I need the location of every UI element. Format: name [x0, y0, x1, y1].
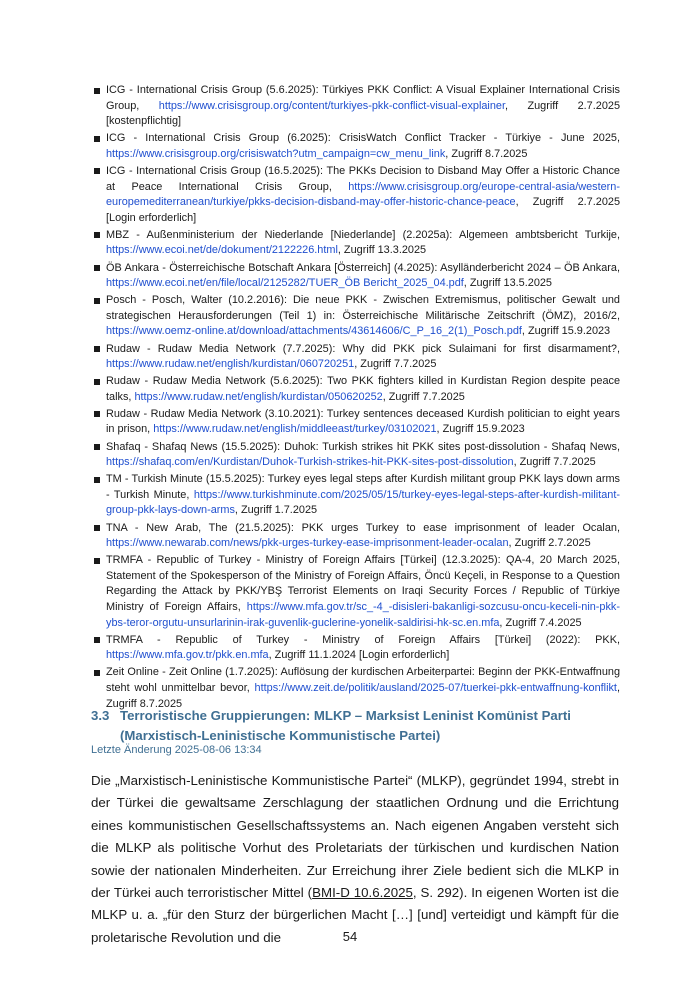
reference-access-date: , Zugriff 15.9.2023 — [436, 423, 525, 436]
reference-item — [91, 293, 620, 340]
body-text-before: Die „Marxistisch-Leninistische Kommunistische Partei“ (MLKP), gegründet 1994, strebt in der Türkei die gewaltsame Zerschlagung der staatlichen Ordnung und die Errichtung eines kommunistischen Gesellschaftssystems an. Nach eigenen Angaben versteht sich die MLKP als politische Vorhut des Proletariats der türkischen und kurdischen Nation sowie der nationalen Minderheiten. Zur Erreichung ihrer Ziele bedient sich die MLKP in der Türkei auch terroristischer Mittel ( — [91, 773, 619, 901]
reference-link[interactable]: https://www.oemz-online.at/download/attachments/43614606/C_P_16_2(1)_Posch.pdf — [106, 325, 522, 338]
reference-access-date: , Zugriff 8.7.2025 — [445, 147, 528, 160]
reference-link[interactable]: https://www.rudaw.net/english/kurdistan/060720251 — [106, 358, 355, 371]
bullet-icon — [94, 477, 100, 483]
reference-access-date: , Zugriff 8.7.2025 — [106, 681, 620, 710]
reference-text: Rudaw - Rudaw Media Network (3.10.2021): Turkey sentences deceased Kurdish politician to eight years in prison, — [106, 407, 620, 436]
bullet-icon — [94, 411, 100, 417]
reference-link[interactable]: https://www.crisisgroup.org/content/turkiyes-pkk-conflict-visual-explainer — [158, 99, 505, 112]
bullet-icon — [94, 168, 100, 174]
reference-access-date: , Zugriff 13.5.2025 — [463, 277, 552, 290]
section-title: Terroristische Gruppierungen: MLKP – Marksist Leninist Komünist Parti (Marxistisch-Leninistische Kommunistische Partei) — [120, 708, 571, 743]
reference-text: ICG - International Crisis Group (6.2025): CrisisWatch Conflict Tracker - Türkiye - June 2025, — [106, 132, 620, 145]
reference-link[interactable]: https://www.crisisgroup.org/europe-central-asia/western-europemediterranean/turkiye/pkks-decision-disband-may-offer-historic-chance-peace — [106, 180, 620, 209]
reference-access-date: , Zugriff 7.4.2025 — [499, 616, 582, 629]
reference-item — [91, 553, 620, 631]
reference-link[interactable]: https://www.ecoi.net/en/file/local/2125282/TUER_ÖB Bericht_2025_04.pdf — [106, 277, 464, 290]
reference-link[interactable]: https://www.zeit.de/politik/ausland/2025-07/tuerkei-pkk-entwaffnung-konflikt — [254, 681, 617, 694]
reference-link[interactable]: https://www.rudaw.net/english/middleeast/turkey/03102021 — [153, 423, 437, 436]
reference-text: Zeit Online - Zeit Online (1.7.2025): Auflösung der kurdischen Arbeiterpartei: Beginn der PKK-Entwaffnung steht wohl unmittelbar bevor, — [106, 666, 620, 694]
reference-text: TRMFA - Republic of Turkey - Ministry of Foreign Affairs [Türkei] (2022): PKK, — [106, 633, 620, 646]
bullet-icon — [94, 637, 100, 643]
bullet-icon — [94, 265, 100, 271]
reference-item — [91, 131, 620, 162]
reference-list — [91, 83, 620, 714]
bullet-icon — [94, 525, 100, 531]
reference-text: ÖB Ankara - Österreichische Botschaft Ankara [Österreich] (4.2025): Asylländerbericht 2024 – ÖB Ankara, — [106, 261, 620, 274]
reference-item — [91, 83, 620, 130]
reference-text: Posch - Posch, Walter (10.2.2016): Die neue PKK - Zwischen Extremismus, politischer Gewalt und strategischen Herausforderungen (Teil 1) in: Österreichische Militärische Zeitschrift (ÖMZ), 2016/2, — [106, 294, 620, 322]
reference-item — [91, 164, 620, 226]
bullet-icon — [94, 444, 100, 450]
reference-link[interactable]: https://www.turkishminute.com/2025/05/15/turkey-eyes-legal-steps-after-kurdish-militant-group-pkk-lays-down-arms — [106, 488, 620, 517]
reference-link[interactable]: https://shafaq.com/en/Kurdistan/Duhok-Turkish-strikes-hit-PKK-sites-post-dissolution — [106, 456, 514, 469]
reference-link[interactable]: https://www.ecoi.net/de/dokument/2122226.html — [106, 244, 338, 257]
reference-text: MBZ - Außenministerium der Niederlande [Niederlande] (2.2025a): Algemeen ambtsbericht Turkije, — [106, 228, 620, 241]
reference-text: Rudaw - Rudaw Media Network (5.6.2025): Two PKK fighters killed in Kurdistan Region despite peace talks, — [106, 375, 620, 403]
body-text-after: , S. 292). In eigenen Worten ist die MLKP u. a. „für den Sturz der bürgerlichen Macht […] [und] verteidigt und kämpft für die proletarische Revolution und die — [91, 885, 619, 945]
reference-link[interactable]: https://www.mfa.gov.tr/pkk.en.mfa — [106, 649, 269, 662]
bullet-icon — [94, 558, 100, 564]
last-changed-date: Letzte Änderung 2025-08-06 13:34 — [91, 744, 262, 756]
reference-item — [91, 407, 620, 438]
reference-link[interactable]: https://www.rudaw.net/english/kurdistan/050620252 — [134, 390, 383, 403]
reference-access-date: , Zugriff 1.7.2025 — [234, 504, 318, 517]
bullet-icon — [94, 136, 100, 142]
reference-access-date: , Zugriff 11.1.2024 [Login erforderlich] — [268, 649, 450, 662]
reference-access-date: , Zugriff 15.9.2023 — [521, 325, 611, 338]
bullet-icon — [94, 670, 100, 676]
reference-text: TM - Turkish Minute (15.5.2025): Turkey eyes legal steps after Kurdish militant group PKK lays down arms - Turkish Minute, — [106, 473, 620, 501]
reference-text: ICG - International Crisis Group (16.5.2025): The PKKs Decision to Disband May Offer a Historic Chance at Peace International Crisis Group, — [106, 164, 620, 193]
bullet-icon — [94, 298, 100, 304]
page-number: 54 — [342, 929, 358, 944]
bullet-icon — [94, 88, 100, 94]
reference-text: TNA - New Arab, The (21.5.2025): PKK urges Turkey to ease imprisonment of leader Ocalan, — [106, 521, 620, 534]
reference-item — [91, 472, 620, 519]
reference-text: Rudaw - Rudaw Media Network (7.7.2025): Why did PKK pick Sulaimani for first disarmament?, — [106, 342, 620, 355]
reference-access-date: , Zugriff 7.7.2025 — [382, 390, 465, 403]
reference-link[interactable]: https://www.crisisgroup.org/crisiswatch?utm_campaign=cw_menu_link — [106, 147, 446, 160]
reference-item — [91, 440, 620, 471]
reference-text: Shafaq - Shafaq News (15.5.2025): Duhok: Turkish strikes hit PKK sites post-dissolution - Shafaq News, — [106, 440, 620, 453]
reference-access-date: , Zugriff 2.7.2025 — [508, 537, 591, 550]
reference-access-date: , Zugriff 7.7.2025 — [513, 456, 596, 469]
reference-item — [91, 342, 620, 373]
reference-link[interactable]: https://www.mfa.gov.tr/sc_-4_-disisleri-bakanligi-sozcusu-oncu-keceli-nin-pkk-ybs-teror-orgutu-unsurlarinin-irak-guvenlik-guclerine-yonelik-saldirisi-hk-sc.en.mfa — [106, 601, 620, 629]
reference-item — [91, 521, 620, 552]
bullet-icon — [94, 379, 100, 385]
section-number: 3.3 — [91, 708, 110, 723]
reference-item — [91, 374, 620, 405]
citation-link[interactable]: BMI-D 10.6.2025 — [312, 885, 413, 901]
reference-text: TRMFA - Republic of Turkey - Ministry of Foreign Affairs [Türkei] (12.3.2025): QA-4, 20 March 2025, Statement of the Spokesperson of the Ministry of Foreign Affairs, Öncü Keçeli, in Response to a Question Regarding the Attack by PKK/YBŞ Terrorist Elements on Iraqi Security Forces / Republic of Türkiye Ministry of Foreign Affairs, — [106, 554, 620, 613]
reference-access-date: , Zugriff 2.7.2025 [kostenpflichtig] — [106, 99, 620, 128]
section-heading — [91, 706, 626, 746]
reference-access-date: , Zugriff 2.7.2025 [Login erforderlich] — [106, 196, 620, 224]
reference-text: ICG - International Crisis Group (5.6.2025): Türkiyes PKK Conflict: A Visual Explainer International Crisis Group, — [106, 84, 620, 112]
reference-item — [91, 228, 620, 259]
section-body — [91, 770, 619, 949]
bullet-icon — [94, 232, 100, 238]
bullet-icon — [94, 346, 100, 352]
reference-access-date: , Zugriff 13.3.2025 — [337, 244, 427, 257]
reference-item — [91, 633, 620, 664]
reference-item — [91, 261, 620, 292]
reference-access-date: , Zugriff 7.7.2025 — [354, 358, 437, 371]
reference-link[interactable]: https://www.newarab.com/news/pkk-urges-turkey-ease-imprisonment-leader-ocalan — [106, 537, 509, 550]
